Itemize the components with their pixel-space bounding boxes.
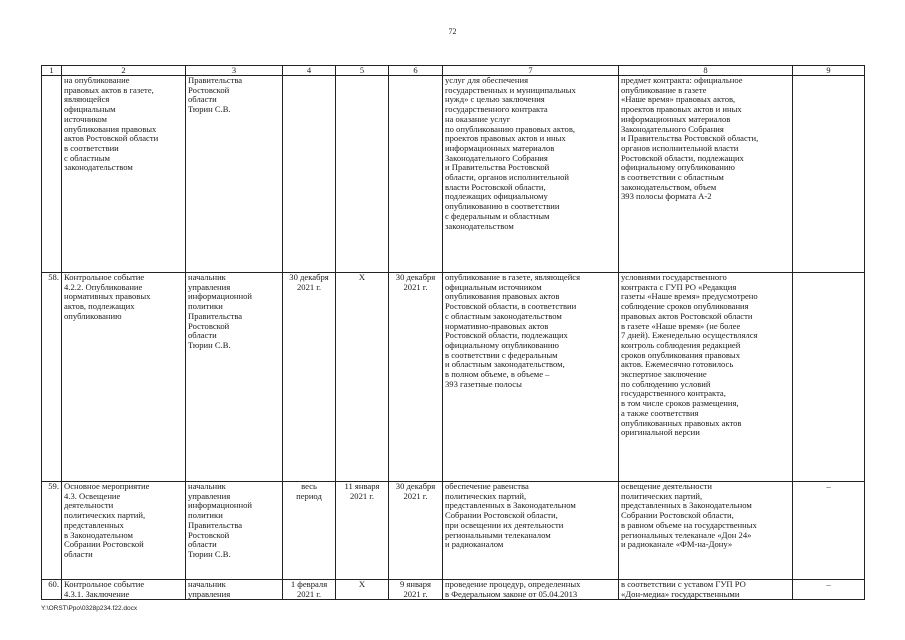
text-line: власти Ростовской области, (445, 181, 546, 192)
text-line: нормативно-правовых актов (445, 320, 549, 331)
row-number (42, 76, 62, 273)
text-line: контроль соблюдения редакцией (621, 339, 741, 350)
text-line: органов исполнительной власти (621, 142, 739, 153)
text-line: услуг для обеспечения (445, 75, 529, 85)
col-header: 9 (793, 66, 865, 76)
col-header: 5 (336, 66, 389, 76)
col-header: 2 (62, 66, 186, 76)
text-line: актов, подлежащих (64, 301, 135, 312)
text-line: проектов правовых актов и иных (445, 133, 566, 144)
text-line: официальному опубликованию (445, 339, 559, 350)
text-line: в полном объеме, в объеме – (445, 369, 550, 380)
text-line: опубликование в газете (621, 84, 707, 95)
problems-cell: – (793, 580, 865, 600)
text-line: и радиоканале «ФМ-на-Дону» (621, 539, 733, 550)
text-line: в соответствии с областным (621, 172, 724, 183)
text-line: начальник (188, 579, 226, 589)
planned-result-cell (443, 580, 619, 600)
text-line: освещение деятельности (621, 481, 712, 491)
text-line: Законодательного Собрания (445, 152, 548, 163)
page-number: 72 (448, 27, 457, 36)
column-number-row (42, 66, 865, 76)
text-line: проведение процедур, определенных (445, 579, 581, 589)
col-header: 3 (186, 66, 283, 76)
text-line: законодательством, объем (621, 181, 717, 192)
text-line: информационной (188, 291, 253, 302)
text-line: Тюрин С.В. (188, 104, 231, 115)
text-line: оригинальной версии (621, 427, 700, 438)
text-line: представленных в Законодательном (445, 500, 576, 511)
text-line: области (64, 548, 93, 559)
activity-name-cell (62, 482, 186, 580)
text-line: в соответствии с федеральным (445, 349, 558, 360)
text-line: Основное мероприятие (64, 481, 150, 491)
text-line: региональными телеканалом (445, 529, 551, 540)
text-line: опубликованию (64, 310, 122, 321)
text-line: X (358, 579, 366, 589)
col-header: 6 (389, 66, 443, 76)
text-line: 393 газетные полосы (445, 378, 522, 389)
text-line: 2021 г. (349, 490, 375, 501)
activity-name-cell (62, 76, 186, 273)
text-line: сроков опубликования правовых (621, 349, 741, 360)
text-line: Контрольное событие (64, 579, 145, 589)
text-line: X (358, 272, 366, 282)
text-line: 30 декабря (395, 272, 436, 282)
text-line: в равном объеме на государственных (621, 519, 757, 530)
text-line: Ростовской (188, 529, 230, 540)
text-line: политических партий, (445, 490, 527, 501)
text-line: 4.2.2. Опубликование (64, 281, 143, 292)
text-line: законодательством (64, 162, 133, 173)
text-line: Собрании Ростовской области, (445, 510, 558, 521)
problems-cell (793, 273, 865, 482)
text-line: начальник (188, 481, 226, 491)
report-table (41, 65, 865, 600)
text-line: управления (188, 281, 231, 292)
planned-result-cell (443, 273, 619, 482)
text-line: с федеральным и областным (445, 210, 550, 221)
text-line: официальному опубликованию (621, 162, 735, 173)
text-line: региональных телеканале «Дон 24» (621, 529, 752, 540)
actual-result-cell (619, 273, 793, 482)
actual-result-cell (619, 580, 793, 600)
text-line: 393 полосы формата А-2 (621, 191, 712, 202)
text-line: опубликованных правовых актов (621, 417, 742, 428)
planned-end-cell (389, 273, 443, 482)
text-line: Правительства (188, 519, 243, 530)
responsible-cell (186, 273, 283, 482)
text-line: управления (188, 490, 231, 501)
text-line: правовых актов Ростовской области (621, 310, 753, 321)
text-line: соблюдение сроков опубликования (621, 301, 749, 312)
problems-cell: – (793, 482, 865, 580)
text-line: нужд» с целью заключения (445, 94, 545, 105)
text-line: Правительства (188, 75, 243, 85)
text-line: «Дон-медиа» государственными (621, 588, 740, 599)
text-line: и областным законодательством, (445, 359, 565, 370)
actual-start-cell (336, 482, 389, 580)
actual-start-cell (336, 273, 389, 482)
text-line: 4.3. Освещение (64, 490, 121, 501)
text-line: весь (301, 481, 317, 491)
text-line: области (188, 330, 217, 341)
text-line: опубликованию в соответствии (445, 201, 560, 212)
text-line: государственного контракта (445, 104, 548, 115)
text-line: являющейся (64, 94, 110, 105)
planned-start-cell (283, 580, 336, 600)
text-line: на оказание услуг (445, 113, 511, 124)
text-line: 2021 г. (403, 588, 428, 599)
row-number: 58. (42, 273, 62, 482)
text-line: и радиоканалом (445, 539, 504, 550)
text-line: актов. Ежемесячно готовилось (621, 359, 734, 370)
col-header: 7 (443, 66, 619, 76)
problems-cell (793, 76, 865, 273)
text-line: в газете «Наше время» (не более (621, 320, 741, 331)
text-line: Законодательного Собрания (621, 123, 724, 134)
text-line: Ростовской области, подлежащих (621, 152, 744, 163)
table-row (42, 482, 865, 580)
responsible-cell (186, 76, 283, 273)
text-line: контракта с ГУП РО «Редакция (621, 281, 737, 292)
actual-start-cell (336, 76, 389, 273)
text-line: Контрольное событие (64, 272, 145, 282)
planned-end-cell (389, 76, 443, 273)
text-line: и Правительства Ростовской (445, 162, 550, 173)
text-line: Тюрин С.В. (188, 339, 231, 350)
planned-start-cell (283, 273, 336, 482)
text-line: 11 января (344, 481, 380, 491)
text-line: информационных материалов (445, 142, 555, 153)
text-line: предмет контракта: официальное (621, 75, 743, 85)
text-line: законодательством (445, 220, 514, 231)
row-number: 60. (42, 580, 62, 600)
text-line: государственных и муниципальных (445, 84, 576, 95)
text-line: 2021 г. (403, 490, 428, 501)
text-line: период (296, 490, 322, 501)
planned-end-cell (389, 580, 443, 600)
text-line: 2021 г. (403, 281, 428, 292)
text-line: представленных в Законодательном (621, 500, 752, 511)
text-line: 1 февраля (290, 579, 328, 589)
col-header: 4 (283, 66, 336, 76)
text-line: государственного контракта, (621, 388, 726, 399)
text-line: условиями государственного (621, 272, 727, 282)
text-line: начальник (188, 272, 226, 282)
activity-name-cell (62, 580, 186, 600)
activity-name-cell (62, 273, 186, 482)
text-line: в Федеральном законе от 05.04.2013 (445, 588, 578, 599)
planned-result-cell (443, 482, 619, 580)
text-line: представленных (64, 519, 124, 530)
table-row (42, 273, 865, 482)
text-line: 30 декабря (395, 481, 436, 491)
text-line: Ростовской области, в соответствии (445, 301, 577, 312)
actual-result-cell (619, 76, 793, 273)
text-line: газеты «Наше время» предусмотрено (621, 291, 758, 302)
text-line: 30 декабря (289, 272, 329, 282)
text-line: деятельности (64, 500, 114, 511)
table-row (42, 580, 865, 600)
text-line: при освещении их деятельности (445, 519, 564, 530)
planned-start-cell (283, 482, 336, 580)
text-line: управления (188, 588, 231, 599)
text-line: по опубликованию правовых актов, (445, 123, 576, 134)
text-line: опубликования правовых (64, 123, 157, 134)
text-line: в Законодательном (64, 529, 133, 540)
text-line: Ростовской (188, 320, 230, 331)
text-line: а также соответствия (621, 407, 699, 418)
planned-end-cell (389, 482, 443, 580)
text-line: источником (64, 113, 107, 124)
text-line: политических партий, (64, 510, 146, 521)
text-line: нормативных правовых (64, 291, 151, 302)
text-line: и Правительства Ростовской области, (621, 133, 759, 144)
text-line: 2021 г. (296, 588, 322, 599)
col-header: 1 (42, 66, 62, 76)
text-line: политики (188, 301, 223, 312)
text-line: Правительства (188, 310, 243, 321)
planned-result-cell (443, 76, 619, 273)
text-line: информационных материалов (621, 113, 731, 124)
text-line: опубликования правовых актов (445, 291, 560, 302)
text-line: с областным законодательством (445, 310, 562, 321)
text-line: области (188, 539, 217, 550)
text-line: экспертное заключение (621, 369, 707, 380)
text-line: в соответствии (64, 142, 119, 153)
text-line: информационной (188, 500, 253, 511)
col-header: 8 (619, 66, 793, 76)
actual-start-cell (336, 580, 389, 600)
responsible-cell (186, 482, 283, 580)
text-line: политических партий, (621, 490, 703, 501)
actual-result-cell (619, 482, 793, 580)
text-line: области (188, 94, 217, 105)
text-line: Собрании Ростовской области, (621, 510, 734, 521)
text-line: 2021 г. (296, 281, 322, 292)
planned-start-cell (283, 76, 336, 273)
text-line: политики (188, 510, 223, 521)
text-line: проектов правовых актов и иных (621, 104, 742, 115)
text-line: Собрании Ростовской (64, 539, 144, 550)
text-line: с областным (64, 152, 110, 163)
text-line: обеспечение равенства (445, 481, 529, 491)
row-number: 59. (42, 482, 62, 580)
text-line: 4.3.1. Заключение (64, 588, 130, 599)
text-line: Ростовской (188, 84, 230, 95)
text-line: области, органов исполнительной (445, 172, 570, 183)
text-line: опубликование в газете, являющейся (445, 272, 581, 282)
text-line: «Наше время» правовых актов, (621, 94, 736, 105)
responsible-cell (186, 580, 283, 600)
text-line: в том числе сроков размещения, (621, 398, 739, 409)
text-line: подлежащих официальному (445, 191, 548, 202)
text-line: правовых актов в газете, (64, 84, 154, 95)
table-row (42, 76, 865, 273)
text-line: официальным (64, 104, 116, 115)
text-line: в соответствии с уставом ГУП РО (621, 579, 746, 589)
file-path-footer: Y:\ORST\Ppo\0328p234.f22.docx (41, 605, 138, 612)
text-line: 9 января (399, 579, 431, 589)
text-line: по соблюдению условий (621, 378, 711, 389)
text-line: актов Ростовской области (64, 133, 159, 144)
text-line: Тюрин С.В. (188, 548, 231, 559)
text-line: Ростовской области, подлежащих (445, 330, 568, 341)
text-line: официальным источником (445, 281, 542, 292)
text-line: 7 дней). Еженедельно осуществлялся (621, 330, 758, 341)
text-line: на опубликование (64, 75, 130, 85)
